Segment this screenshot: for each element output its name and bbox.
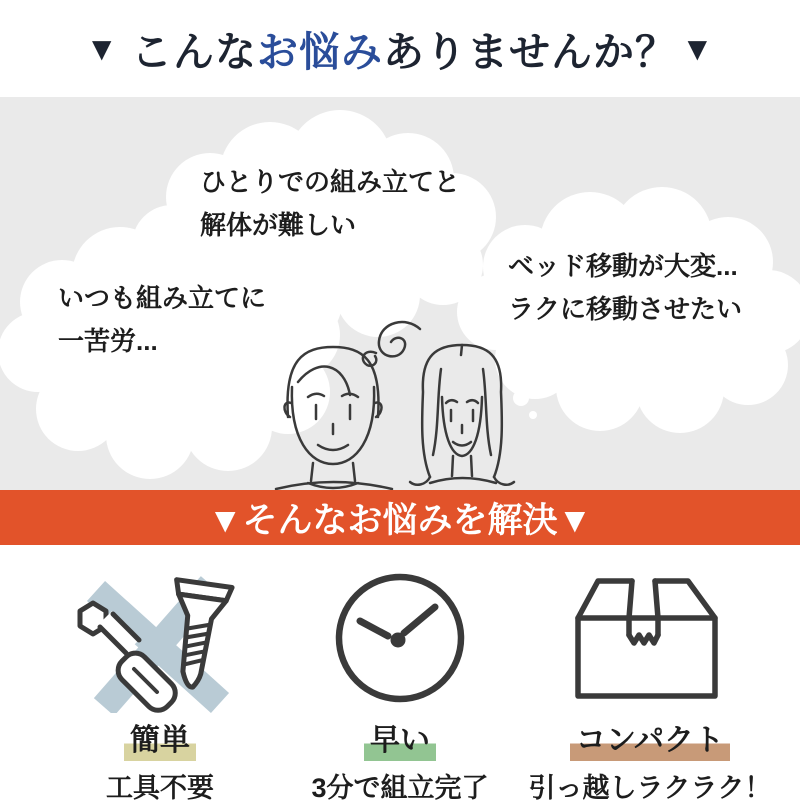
feature-fast — [270, 545, 530, 800]
feature-subtitle-moving-easy: 引っ越しラクラク！ — [528, 773, 772, 800]
worry-bubble-1-text — [200, 161, 460, 247]
feature-title-easy: 簡単 — [124, 725, 196, 761]
worry-bubble-3-text — [508, 245, 742, 331]
worries-section — [0, 97, 800, 490]
down-triangle-icon: ▼ — [85, 29, 119, 67]
solution-banner-label: ▼そんなお悩みを解決▼ — [207, 500, 593, 540]
worried-woman-face — [410, 345, 514, 485]
feature-title-compact: コンパクト — [570, 725, 730, 761]
title-prefix: こんな — [131, 29, 257, 75]
feature-compact — [520, 545, 780, 800]
package-box-icon — [520, 563, 780, 713]
worry-line: 解体が難しい — [200, 210, 357, 240]
solution-banner — [0, 490, 800, 545]
title-suffix: ありませんか？ — [383, 29, 677, 75]
page-title — [0, 0, 800, 97]
worry-line: ラクに移動させたい — [508, 294, 743, 324]
worry-line: ベッド移動が大変... — [508, 251, 738, 281]
worry-bubble-2-text — [58, 277, 266, 363]
feature-no-tools — [30, 545, 290, 800]
features-section — [0, 545, 800, 800]
worry-line: いつも組み立てに — [58, 283, 267, 313]
down-triangle-icon: ▼ — [681, 29, 715, 67]
title-highlight: お悩み — [257, 29, 383, 75]
clock-icon — [270, 563, 530, 713]
worry-line: ひとりでの組み立てと — [200, 167, 461, 197]
worried-man-face — [276, 347, 392, 489]
feature-subtitle-no-tools: 工具不要 — [106, 773, 214, 800]
worry-line: 一苦労... — [58, 326, 158, 356]
no-tools-icon — [30, 563, 290, 713]
feature-subtitle-assembly-time: 3分で組立完了 — [311, 773, 489, 800]
feature-title-fast: 早い — [364, 725, 436, 761]
